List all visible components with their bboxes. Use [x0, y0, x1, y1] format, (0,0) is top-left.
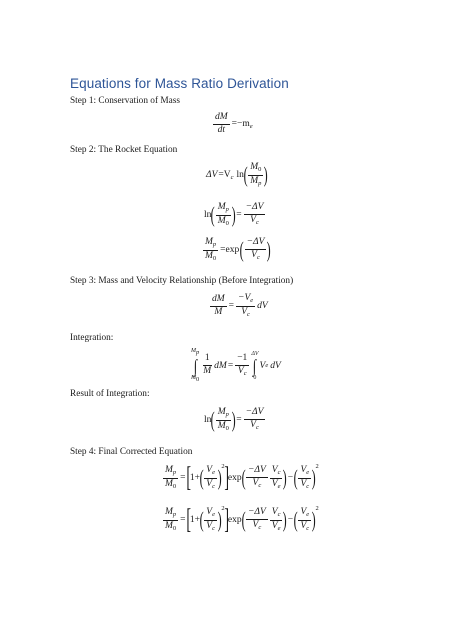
equation-2: ΔV $=V_c$ ln ( $\frac{M_0}{M_p}$ ) — [206, 162, 269, 188]
fraction: $\frac{dM}{dt}$ — [215, 112, 228, 135]
integral-sign: ΔV ∫ 0 — [251, 350, 259, 381]
step-4-label: Step 4: Final Corrected Equation — [70, 447, 193, 457]
step-1-label: Step 1: Conservation of Mass — [70, 96, 181, 106]
equation-7: ln ( $\frac{M_p}{M_0}$ ) = $\frac{-\Delta V}{V_c}$ — [204, 407, 264, 433]
result-label: Result of Integration: — [70, 389, 150, 399]
equation-6: $M_p$ ∫ $M_0$ $\frac{1}{M}$ dM = $\frac{-1}{V_c}$ ΔV ∫ 0 V e dV — [191, 348, 281, 383]
equation-8: $\frac{M_p}{M_0}$ = [ 1+ ( $\frac{V_e}{V_c}$ ) 2 ] exp ( $\frac{-\Delta V}{V_c}$ $\frac{V_c}{V_e}$ ) − ( $\frac{V_e}{V_c}$ ) 2 — [165, 462, 319, 493]
integration-label: Integration: — [70, 333, 114, 343]
equation-3: ln ( $\frac{M_p}{M_0}$ ) = $\frac{-\Delta V}{V_c}$ — [204, 202, 264, 228]
step-3-label: Step 3: Mass and Velocity Relationship (Before Integration) — [70, 276, 294, 286]
step-2-label: Step 2: The Rocket Equation — [70, 145, 178, 155]
page-title: Equations for Mass Ratio Derivation — [70, 76, 289, 91]
integral-sign: $M_p$ ∫ $M_0$ — [191, 348, 200, 383]
equation-5: $\frac{dM}{M}$ = $\frac{-V_e}{V_c}$ dV — [212, 293, 268, 318]
equation-9: $\frac{M_p}{M_0}$ = [ 1+ ( $\frac{V_e}{V_c}$ ) 2 ] exp ( $\frac{-\Delta V}{V_c}$ $\frac{V_c}{V_e}$ ) − ( $\frac{V_e}{V_c}$ ) 2 — [165, 504, 319, 535]
equation-1: $\frac{dM}{dt}$ $=-m_e$ — [215, 112, 253, 135]
equation-4: $\frac{M_p}{M_0}$ =exp ( $\frac{-\Delta V}{V_c}$ ) — [205, 237, 272, 263]
